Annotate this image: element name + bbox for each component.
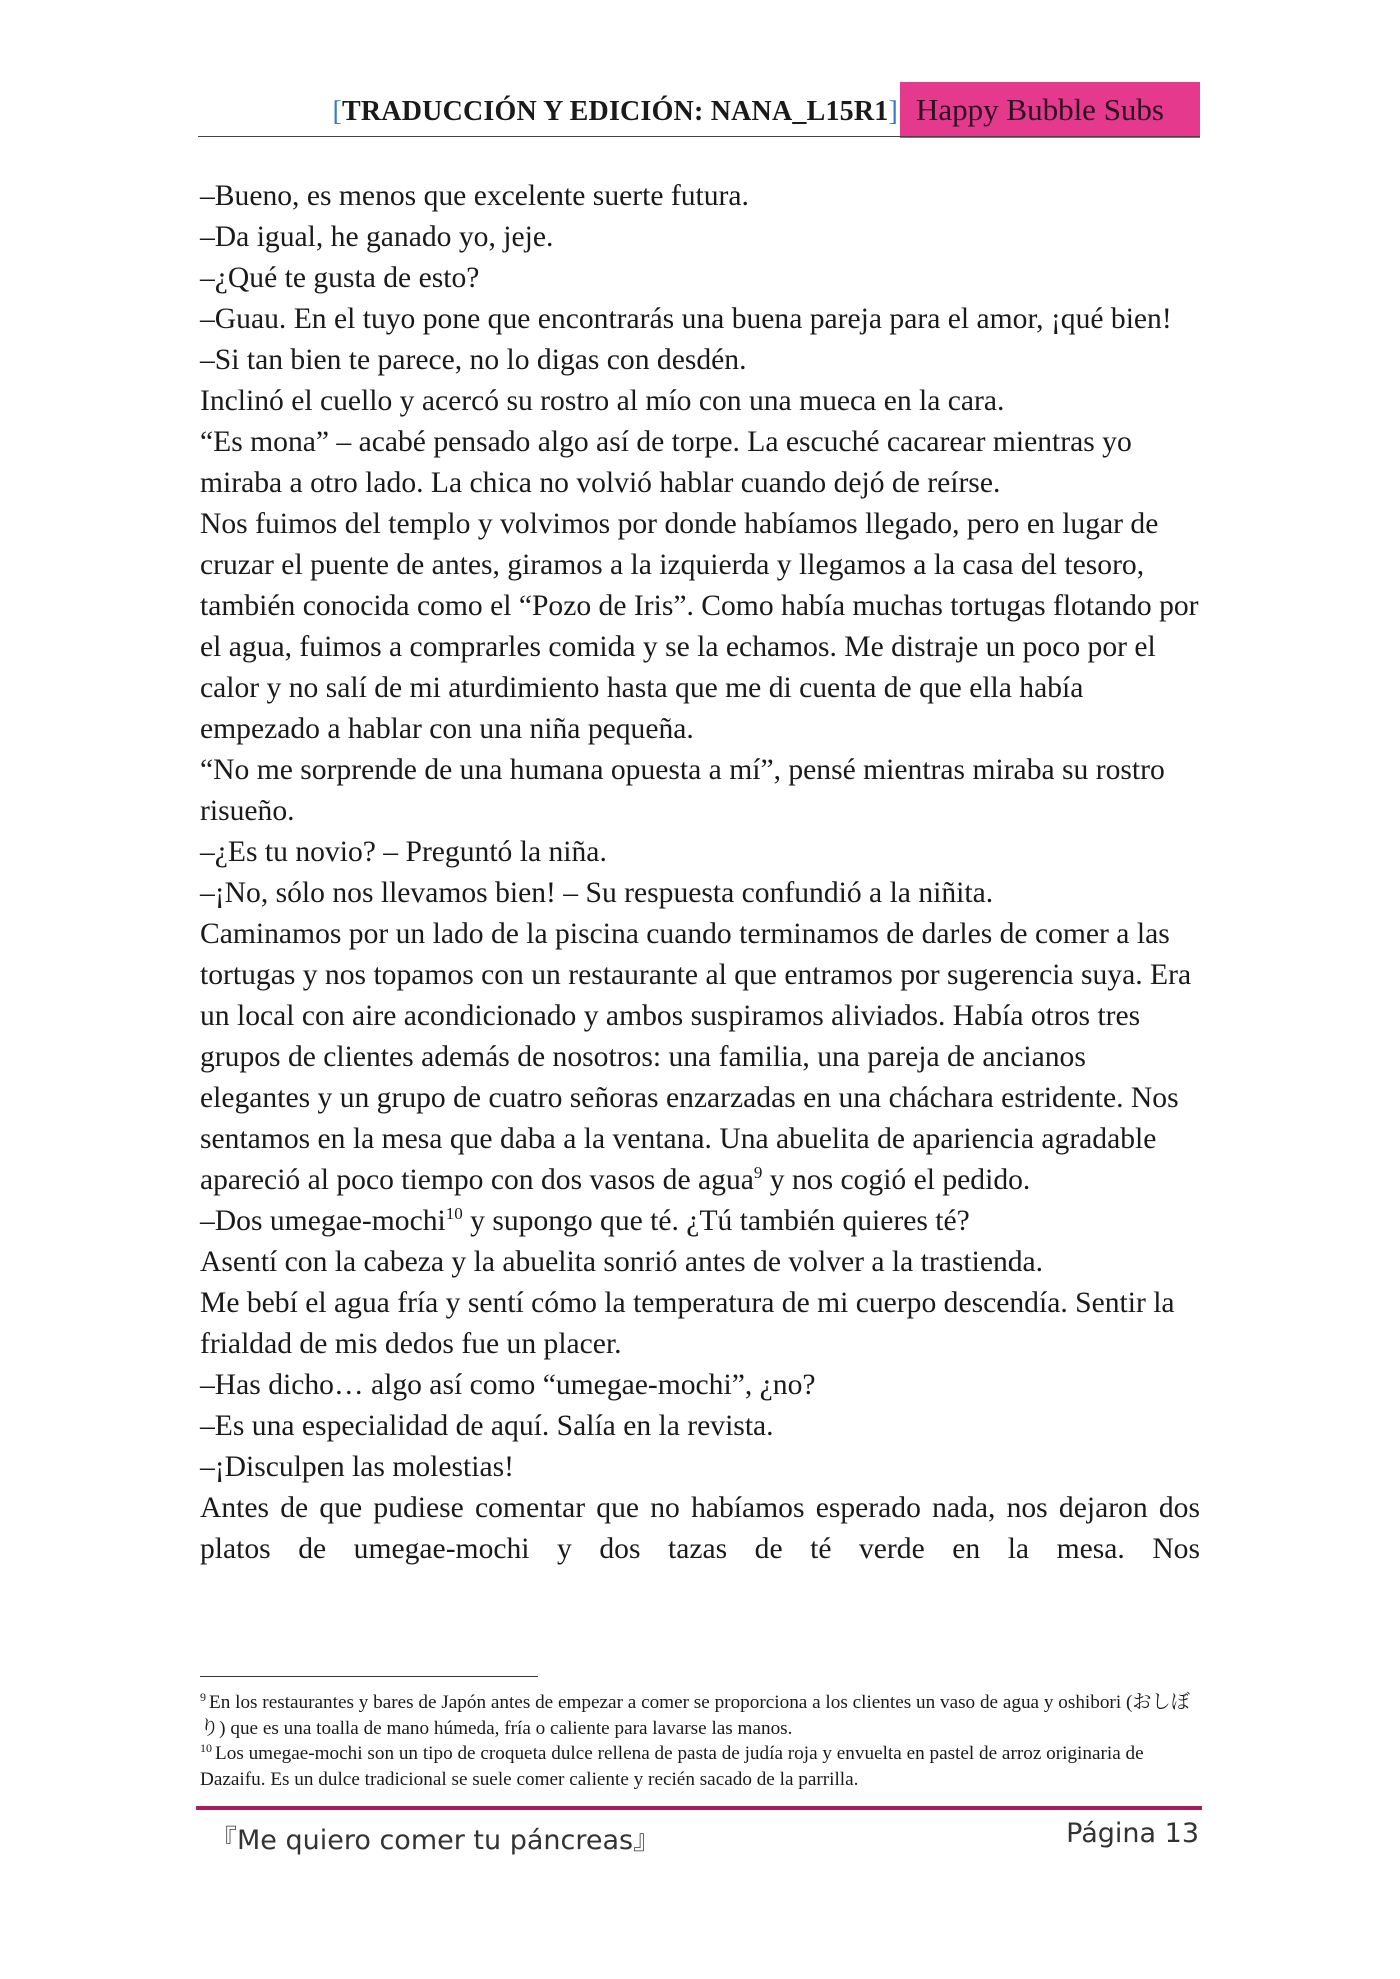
paragraph-text: Caminamos por un lado de la piscina cuando terminamos de darles de comer a las tortugas y nos topamos con un restaurante al que entramos por sugerencia suya. Era un local con aire acondicionado y ambos suspiramos aliviados. Había otros tres grupos de clientes además de nosotros: una familia, una pareja de ancianos elegantes y un grupo de cuatro señoras enzarzadas en una cháchara estridente. Nos sentamos en la mesa que daba a la ventana. Una abuelita de apariencia agradable apareció al poco tiempo con dos vasos de agua (200, 918, 1192, 1196)
footer-divider (196, 1806, 1202, 1810)
paragraph: –Es una especialidad de aquí. Salía en la revista. (200, 1410, 774, 1442)
credit-text: TRADUCCIÓN Y EDICIÓN: NANA_L15R1 (342, 96, 889, 127)
footnote-ref[interactable]: 9 (753, 1163, 763, 1182)
book-title: 『Me quiero comer tu páncreas』 (210, 1825, 661, 1856)
page-number: Página 13 (1066, 1818, 1199, 1849)
paragraph: Nos fuimos del templo y volvimos por donde habíamos llegado, pero en lugar de cruzar el puente de antes, giramos a la izquierda y llegamos a la casa del tesoro, también conocida como el “Pozo de Iris”. Como había muchas tortugas flotando por el agua, fuimos a comprarles comida y se la echamos. Me distraje un poco por el calor y no salí de mi aturdimiento hasta que me di cuenta de que ella había empezado a hablar con una niña pequeña. (200, 508, 1199, 745)
paragraph: –¿Es tu novio? – Preguntó la niña. (200, 836, 607, 868)
paragraph: –Guau. En el tuyo pone que encontrarás una buena pareja para el amor, ¡qué bien! (200, 303, 1172, 335)
paragraph: –¡No, sólo nos llevamos bien! – Su respuesta confundió a la niñita. (200, 877, 994, 909)
footnote (200, 1741, 1200, 1792)
paragraph: –Da igual, he ganado yo, jeje. (200, 221, 554, 253)
close-bracket: ] (888, 96, 898, 127)
paragraph: –¿Qué te gusta de esto? (200, 262, 480, 294)
paragraph-text: y nos cogió el pedido. (762, 1164, 1031, 1196)
footnote-divider (200, 1676, 538, 1677)
paragraph: Inclinó el cuello y acercó su rostro al mío con una mueca en la cara. (200, 385, 1005, 417)
page-body (200, 176, 1200, 1570)
footnotes (200, 1690, 1200, 1792)
paragraph (200, 914, 1200, 1201)
header-divider (198, 136, 1200, 137)
page-header (198, 82, 1200, 138)
open-bracket: [ (332, 96, 343, 127)
footnote-number: 10 (200, 1741, 212, 1755)
paragraph: –Has dicho… algo así como “umegae-mochi”, ¿no? (200, 1369, 816, 1401)
footnote-text: Los umegae-mochi son un tipo de croqueta dulce rellena de pasta de judía roja y envuelta en pastel de arroz originaria de Dazaifu. Es un dulce tradicional se suele comer caliente y recién sacado de la parrilla. (200, 1743, 1144, 1790)
paragraph (200, 1201, 1200, 1242)
group-badge: Happy Bubble Subs (900, 82, 1200, 138)
paragraph: Antes de que pudiese comentar que no habíamos esperado nada, nos dejaron dos platos de umegae-mochi y dos tazas de té verde en la mesa. Nos (200, 1492, 1200, 1565)
translation-credit (332, 96, 898, 128)
paragraph: Me bebí el agua fría y sentí cómo la temperatura de mi cuerpo descendía. Sentir la frialdad de mis dedos fue un placer. (200, 1287, 1175, 1360)
paragraph: “No me sorprende de una humana opuesta a mí”, pensé mientras miraba su rostro risueño. (200, 754, 1165, 827)
paragraph: –¡Disculpen las molestias! (200, 1451, 514, 1483)
footnote-text: En los restaurantes y bares de Japón antes de empezar a comer se proporciona a los clientes un vaso de agua y oshibori (おしぼり) que es una toalla de mano húmeda, fría o caliente para lavarse las manos. (200, 1692, 1190, 1739)
paragraph: Asentí con la cabeza y la abuelita sonrió antes de volver a la trastienda. (200, 1246, 1044, 1278)
paragraph-text: y supongo que té. ¿Tú también quieres té? (462, 1205, 970, 1237)
paragraph: –Bueno, es menos que excelente suerte futura. (200, 180, 749, 212)
paragraph: “Es mona” – acabé pensado algo así de torpe. La escuché cacarear mientras yo miraba a otro lado. La chica no volvió hablar cuando dejó de reírse. (200, 426, 1132, 499)
footnote (200, 1690, 1200, 1741)
footnote-ref[interactable]: 10 (445, 1204, 463, 1223)
paragraph: –Si tan bien te parece, no lo digas con desdén. (200, 344, 747, 376)
paragraph-text: –Dos umegae-mochi (200, 1205, 446, 1237)
footnote-number: 9 (200, 1690, 206, 1704)
